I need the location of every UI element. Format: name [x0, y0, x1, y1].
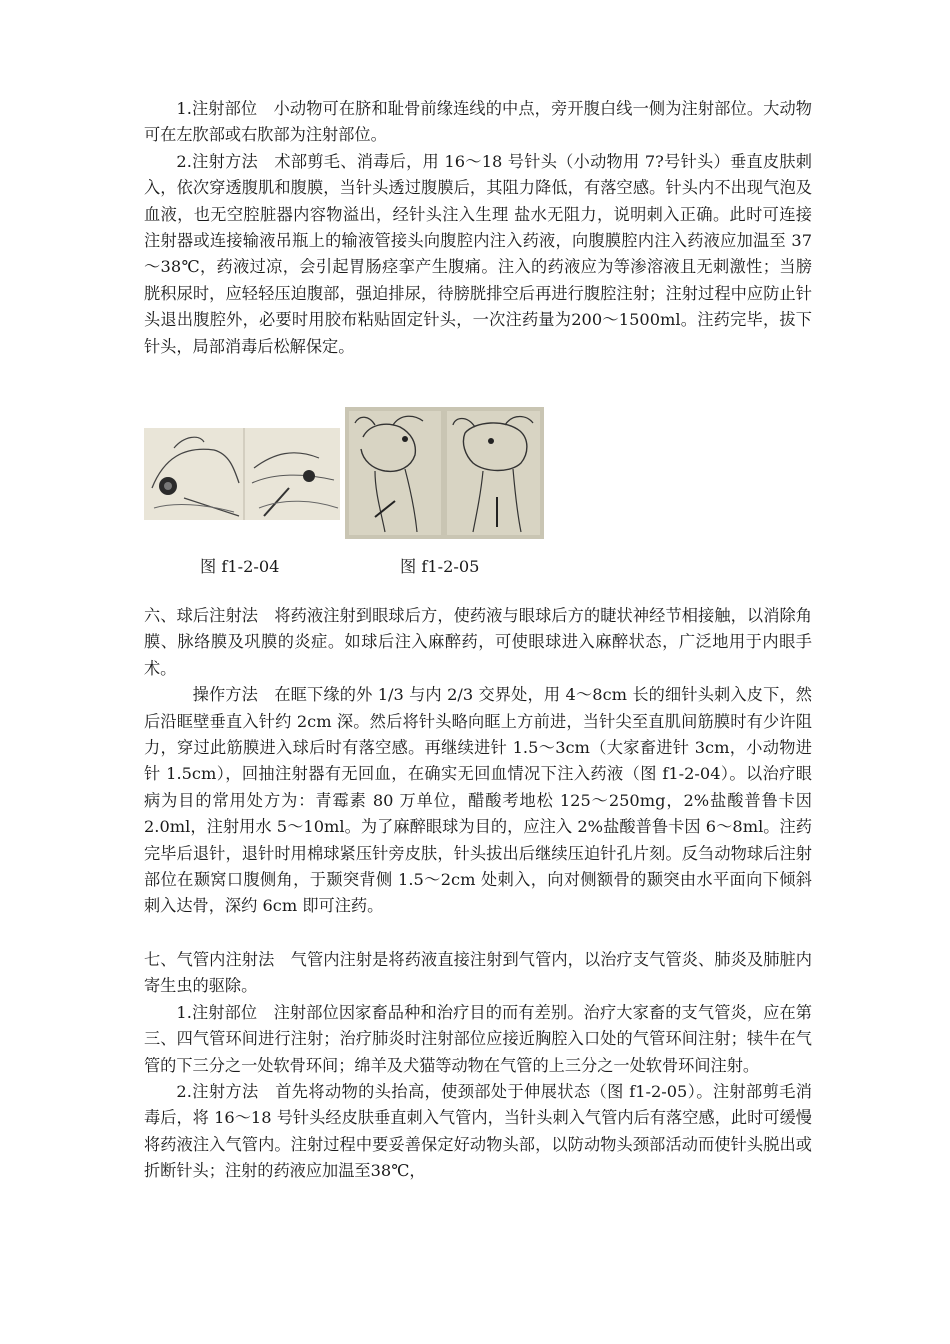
- figure-caption-f1-2-04: 图 f1-2-04: [200, 557, 280, 576]
- section-abdominal-injection: [144, 96, 812, 360]
- section-retrobulbar-injection: [144, 603, 812, 920]
- section-intratracheal-injection: [144, 947, 812, 1185]
- section-heading-trachea: 七、气管内注射法 气管内注射是将药液直接注射到气管内，以治疗支气管炎、肺炎及肺脏内寄生虫的驱除。: [144, 950, 812, 996]
- trachea-injection-illustration: [345, 407, 544, 539]
- paragraph-trachea-method: 2.注射方法 首先将动物的头抬高，使颈部处于伸展状态（图 f1-2-05）。注射部剪毛消毒后，将 16～18 号针头经皮肤垂直刺入气管内，当针头刺入气管内后有落空感，此时可缓慢将药液注入气管内。注射过程中要妥善保定好动物头部，以防动物头颈部活动而使针头脱出或折断针头；注射的药液应加温至38℃，: [144, 1082, 812, 1181]
- paragraph-trachea-site: 1.注射部位 注射部位因家畜品种和治疗目的而有差别。治疗大家畜的支气管炎，应在第三、四气管环间进行注射；治疗肺炎时注射部位应接近胸腔入口处的气管环间注射；犊牛在气管的下三分之一处软骨环间；绵羊及犬猫等动物在气管的上三分之一处软骨环间注射。: [144, 1002, 812, 1075]
- paragraph-retrobulbar-method: 操作方法 在眶下缘的外 1/3 与内 2/3 交界处，用 4～8cm 长的细针头刺入皮下，然后沿眶壁垂直入针约 2cm 深。然后将针头略向眶上方前进，当针尖至直肌间筋膜时有少许阻力，穿过此筋膜进入球后时有落空感。再继续进针 1.5～3cm（大家畜进针 3cm，小动物进针 1.5cm），回抽注射器有无回血，在确实无回血情况下注入药液（图 f1-2-04）。以治疗眼病为目的常用处方为：青霉素 80 万单位，醋酸考地松 125～250mg，2%盐酸普鲁卡因 2.0ml，注射用水 5～10ml。为了麻醉眼球为目的，应注入 2%盐酸普鲁卡因 6～8ml。注药完毕后退针，退针时用棉球紧压针旁皮肤，针头拔出后继续压迫针孔片刻。反刍动物球后注射部位在颞窝口腹侧角，于颞突背侧 1.5～2cm 处刺入，向对侧额骨的颞突由水平面向下倾斜刺入达骨，深约 6cm 即可注药。: [144, 685, 812, 916]
- paragraph-injection-site: 1.注射部位 小动物可在脐和耻骨前缘连线的中点，旁开腹白线一侧为注射部位。大动物可在左肷部或右肷部为注射部位。: [144, 99, 812, 145]
- figure-caption-f1-2-05: 图 f1-2-05: [400, 557, 480, 576]
- eye-injection-illustration: [144, 428, 340, 520]
- paragraph-injection-method: 2.注射方法 术部剪毛、消毒后，用 16～18 号针头（小动物用 7?号针头）垂直皮肤刺入，依次穿透腹肌和腹膜，当针头透过腹膜后，其阻力降低，有落空感。针头内不出现气泡及血液，也无空腔脏器内容物溢出，经针头注入生理 盐水无阻力，说明刺入正确。此时可连接注射器或连接输液吊瓶上的输液管接头向腹腔内注入药液，向腹膜腔内注入药液应加温至 37～38℃，药液过凉，会引起胃肠痉挛产生腹痛。注入的药液应为等渗溶液且无刺激性；当膀胱积尿时，应轻轻压迫腹部，强迫排尿，待膀胱排空后再进行腹腔注射；注射过程中应防止针头退出腹腔外，必要时用胶布粘贴固定针头，一次注药量为200～1500ml。注药完毕，拔下针头，局部消毒后松解保定。: [144, 151, 812, 356]
- section-heading-retrobulbar: 六、球后注射法 将药液注射到眼球后方，使药液与眼球后方的睫状神经节相接触，以消除角膜、脉络膜及巩膜的炎症。如球后注入麻醉药，可使眼球进入麻醉状态，广泛地用于内眼手术。: [144, 606, 812, 678]
